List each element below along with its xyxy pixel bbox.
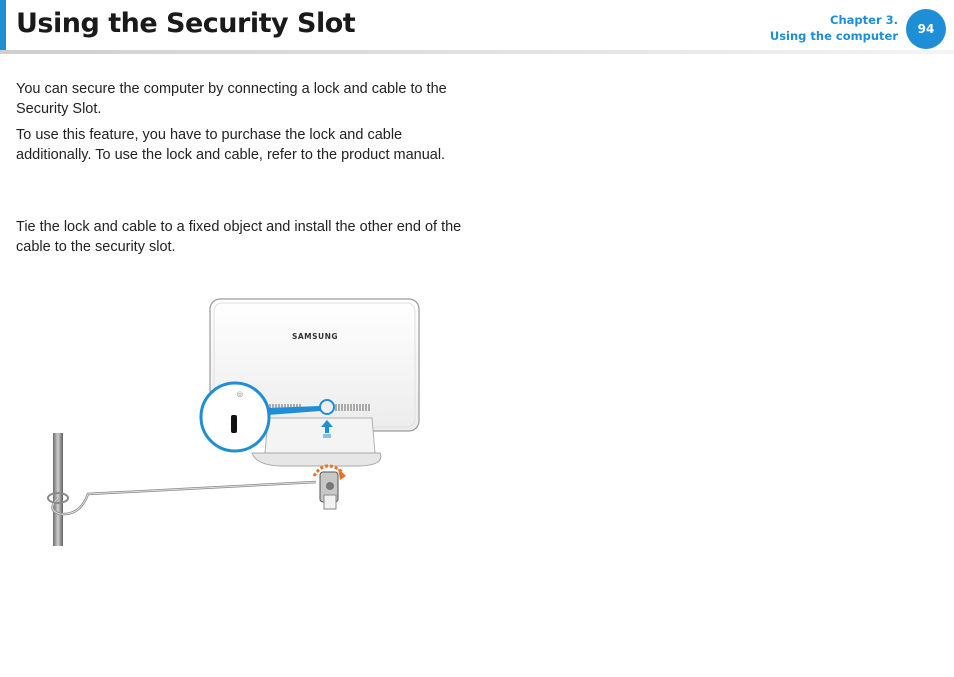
cable-lock xyxy=(320,472,338,509)
title-accent-bar xyxy=(0,0,6,52)
instruction-paragraph: Tie the lock and cable to a fixed object and install the other end of the cable to the security slot. xyxy=(16,219,462,255)
lock-cable xyxy=(52,482,316,514)
page-title: Using the Security Slot xyxy=(16,8,356,39)
page-number-badge: 94 xyxy=(906,9,946,49)
purchase-note-paragraph: To use this feature, you have to purchase the lock and cable additionally. To use the lock and cable, refer to the product manual. xyxy=(16,127,446,163)
chapter-name: Using the computer xyxy=(769,29,898,43)
fixed-pole xyxy=(53,433,63,546)
security-lock-illustration xyxy=(40,290,440,550)
svg-text:⦾: ⦾ xyxy=(236,390,244,399)
intro-paragraph: You can secure the computer by connecting a lock and cable to the Security Slot. xyxy=(16,81,447,117)
chapter-number: Chapter 3. xyxy=(830,13,898,27)
brand-logo: SAMSUNG xyxy=(291,332,339,341)
chapter-label xyxy=(770,12,898,44)
security-slot-callout xyxy=(201,383,269,451)
header-divider xyxy=(0,50,954,54)
